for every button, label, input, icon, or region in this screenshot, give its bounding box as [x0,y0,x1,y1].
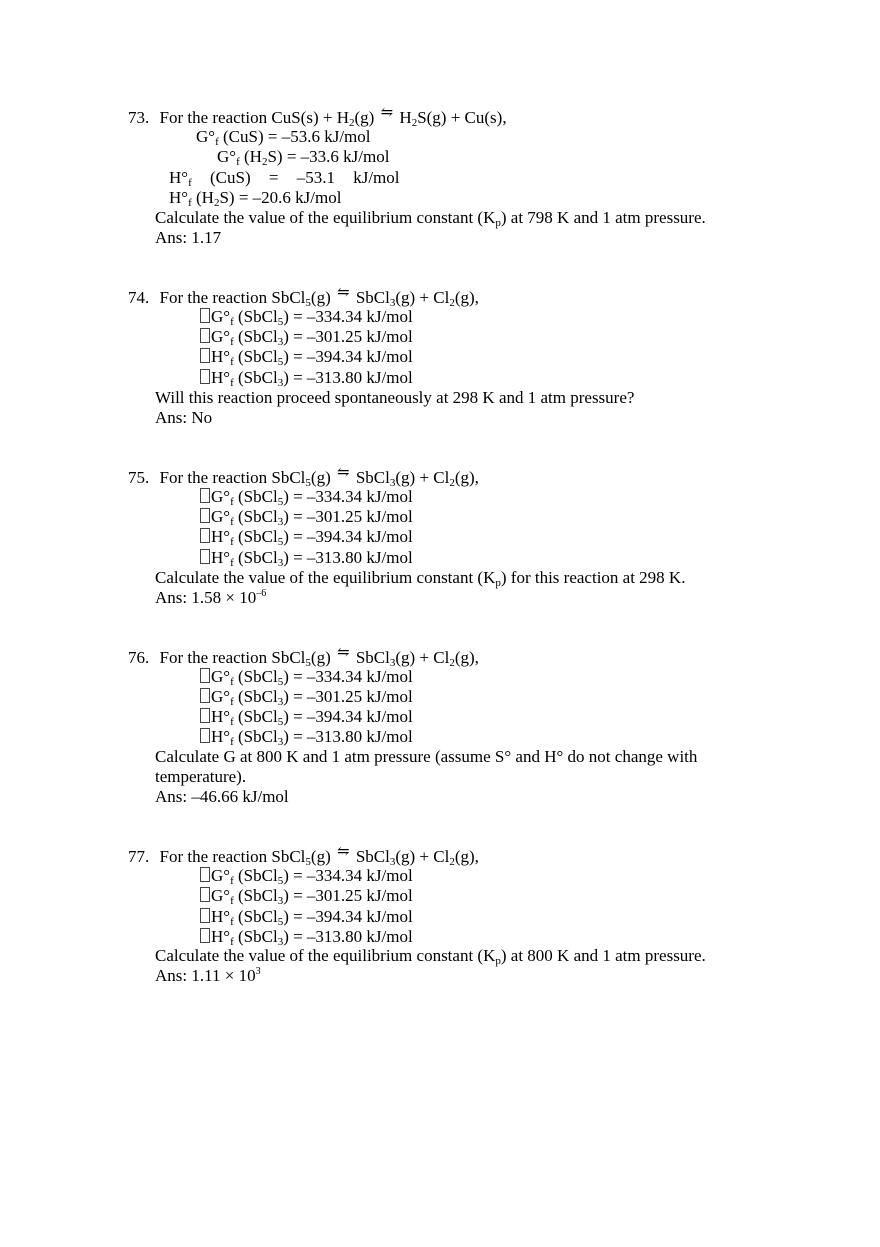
missing-glyph-icon [200,348,210,363]
problem-77-data-1: $G^\circ_f$ (SbCl$_5$) = –334.34 kJ/mol [200,866,413,886]
missing-glyph-icon [200,549,210,564]
problem-76-question-line-1: Calculate G at 800 K and 1 atm pressure (assume S° and H° do not change with [155,747,698,766]
problem-76-question-line-2: temperature). [155,767,247,786]
problem-75-answer: Ans: $1.58 \times 10^{-6}$ [155,588,267,607]
problem-74-data-2: $G^\circ_f$ (SbCl$_3$) = –301.25 kJ/mol [200,327,413,347]
equilibrium-arrow-icon: ⇋ [337,645,350,661]
problem-74-heading: 74. For the reaction SbCl$_5$(g) ⇋ SbCl$_3$(g) + $Cl_2(g)$, [128,285,479,309]
problem-77-heading: 77. For the reaction SbCl$_5$(g) ⇋ SbCl$_3$(g) + $Cl_2(g)$, [128,844,479,868]
problem-73-question: Calculate the value of the equilibrium constant $(K_p)$ at 798 K and 1 atm pressure. [155,208,706,229]
problem-74-data-4: $H^\circ_f$ (SbCl$_3$) = –313.80 kJ/mol [200,368,413,388]
problem-77-data-4: $H^\circ_f$ (SbCl$_3$) = –313.80 kJ/mol [200,927,413,947]
problem-77-question: Calculate the value of the equilibrium constant $(K_p)$ at 800 K and 1 atm pressure. [155,946,706,967]
equilibrium-arrow-icon: ⇋ [337,844,350,860]
problem-75-question: Calculate the value of the equilibrium constant $(K_p)$ for this reaction at 298 K. [155,568,686,589]
problem-77-answer: Ans: $1.11 \times 10^3$ [155,966,261,985]
missing-glyph-icon [200,688,210,703]
missing-glyph-icon [200,328,210,343]
problem-77-data-3: $H^\circ_f$ (SbCl$_5$) = –394.34 kJ/mol [200,907,413,927]
problem-76-data-4: $H^\circ_f$ (SbCl$_3$) = –313.80 kJ/mol [200,727,413,747]
missing-glyph-icon [200,508,210,523]
problem-76-data-3: $H^\circ_f$ (SbCl$_5$) = –394.34 kJ/mol [200,707,413,727]
problem-75-data-4: $H^\circ_f$ (SbCl$_3$) = –313.80 kJ/mol [200,548,413,568]
problem-73-data-3: $H^\circ_f$ (CuS) = –53.1 kJ/mol [169,168,400,189]
problem-76-answer: Ans: –46.66 kJ/mol [155,787,289,806]
problem-73-data-1: $G^\circ_f$ (CuS) = –53.6 kJ/mol [196,127,371,148]
equilibrium-arrow-icon: ⇋ [337,465,350,481]
problem-76-heading: 76. For the reaction SbCl$_5$(g) ⇋ SbCl$_3$(g) + $Cl_2(g)$, [128,645,479,669]
missing-glyph-icon [200,867,210,882]
problem-74-data-1: $G^\circ_f$ (SbCl$_5$) = –334.34 kJ/mol [200,307,413,327]
problem-76-data-1: $G^\circ_f$ (SbCl$_5$) = –334.34 kJ/mol [200,667,413,687]
missing-glyph-icon [200,308,210,323]
problem-73-heading: 73. For the reaction $CuS(s) + H_2(g)$ ⇋ $H_2S(g) + Cu(s)$, [128,105,507,129]
problem-73-data-4: $H^\circ_f$ $(H_2S) = -20.6$ kJ/mol [169,188,342,209]
problem-73-data-2: $G^\circ_f$ $(H_2S) = -33.6$ kJ/mol [217,147,390,168]
problem-74-answer: Ans: No [155,408,213,427]
problem-76-data-2: $G^\circ_f$ (SbCl$_3$) = –301.25 kJ/mol [200,687,413,707]
problem-74-data-3: $H^\circ_f$ (SbCl$_5$) = –394.34 kJ/mol [200,347,413,367]
missing-glyph-icon [200,528,210,543]
missing-glyph-icon [200,369,210,384]
missing-glyph-icon [200,668,210,683]
missing-glyph-icon [200,928,210,943]
problem-75-data-2: $G^\circ_f$ (SbCl$_3$) = –301.25 kJ/mol [200,507,413,527]
problem-74-question: Will this reaction proceed spontaneously at 298 K and 1 atm pressure? [155,388,635,407]
problem-77-data-2: $G^\circ_f$ (SbCl$_3$) = –301.25 kJ/mol [200,886,413,906]
equilibrium-arrow-icon: ⇋ [380,105,394,121]
missing-glyph-icon [200,488,210,503]
missing-glyph-icon [200,887,210,902]
problem-75-data-1: $G^\circ_f$ (SbCl$_5$) = –334.34 kJ/mol [200,487,413,507]
problem-75-data-3: $H^\circ_f$ (SbCl$_5$) = –394.34 kJ/mol [200,527,413,547]
missing-glyph-icon [200,708,210,723]
missing-glyph-icon [200,908,210,923]
missing-glyph-icon [200,728,210,743]
equilibrium-arrow-icon: ⇋ [337,285,350,301]
problem-73-answer: Ans: 1.17 [155,228,222,247]
problem-75-heading: 75. For the reaction SbCl$_5$(g) ⇋ SbCl$_3$(g) + $Cl_2(g)$, [128,465,479,489]
